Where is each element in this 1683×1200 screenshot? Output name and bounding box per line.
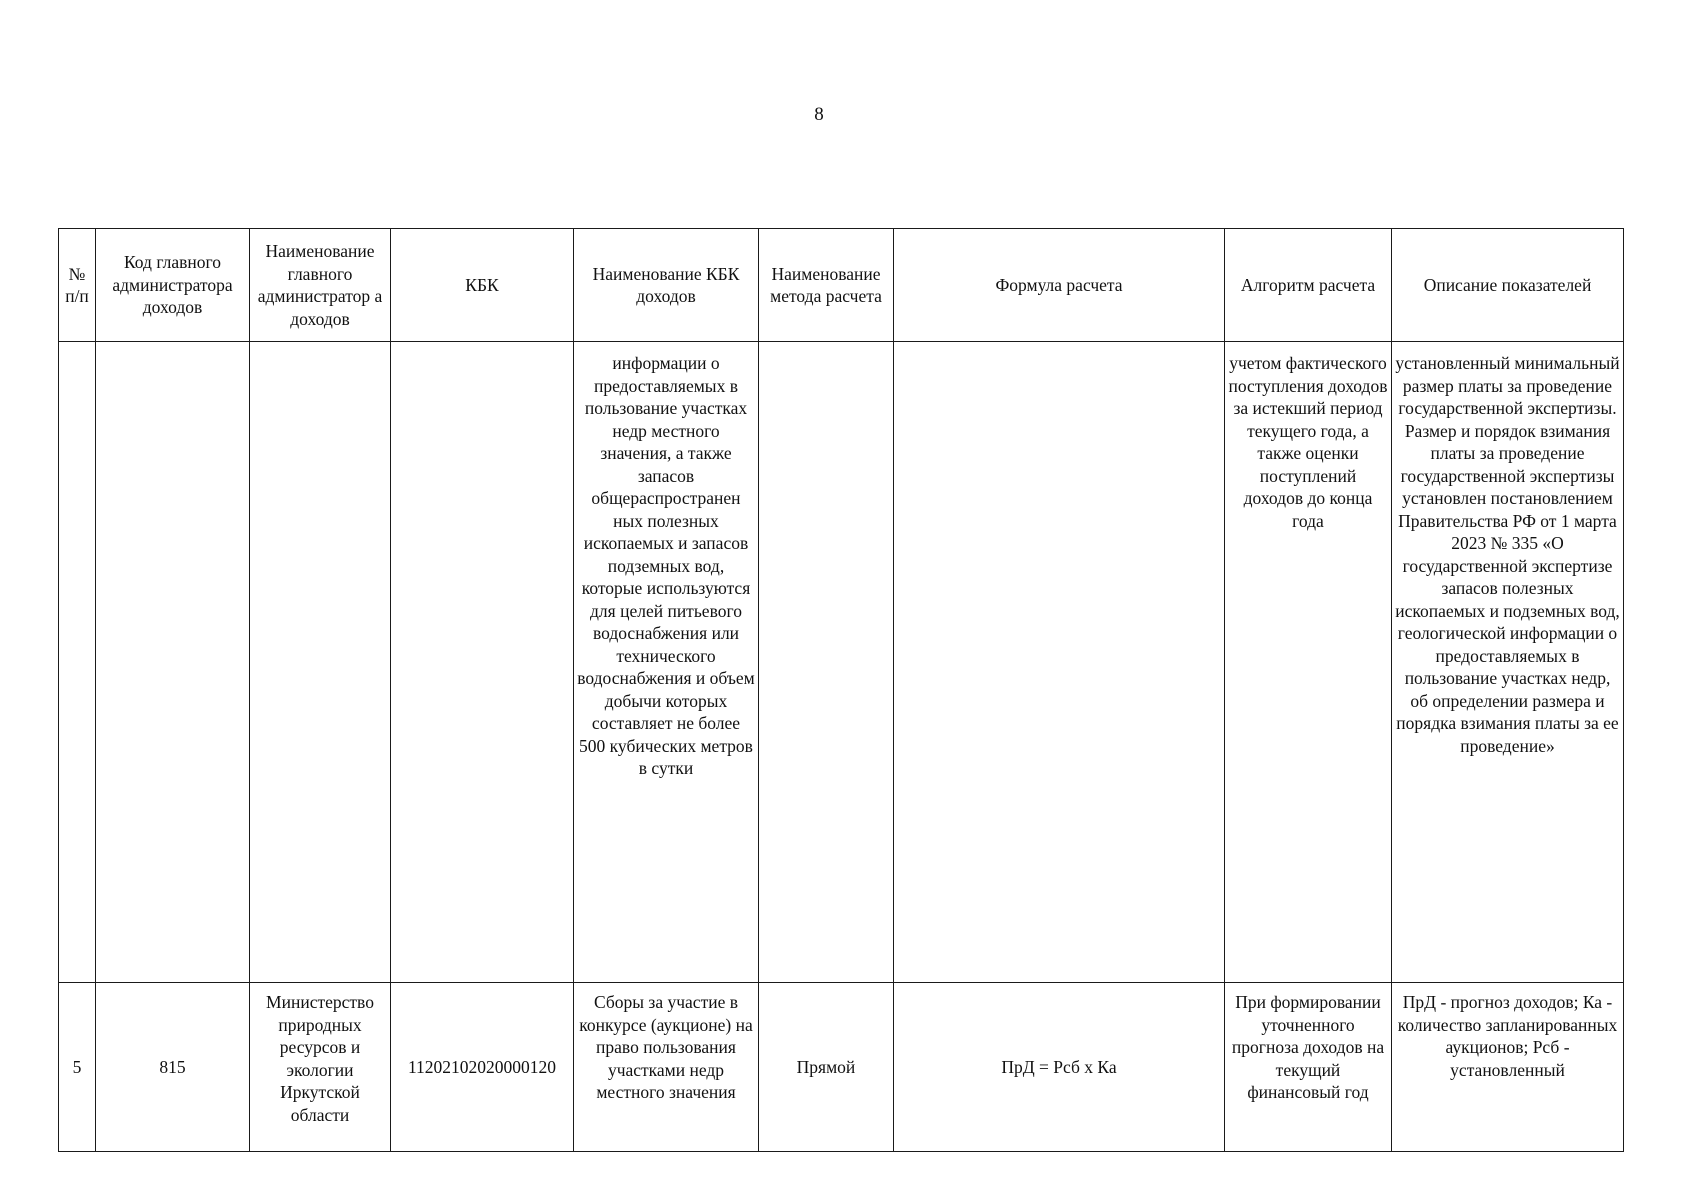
cell-algorithm: При формировании уточненного прогноза доходов на текущий финансовый год	[1225, 983, 1392, 1152]
cell-admin-code	[96, 342, 250, 983]
cell-admin-name	[250, 342, 391, 983]
cell-kbk	[391, 342, 574, 983]
header-kbk-name: Наименование КБК доходов	[574, 229, 759, 342]
header-num: № п/п	[59, 229, 96, 342]
cell-kbk-name: Сборы за участие в конкурсе (аукционе) на право пользования участками недр местного значения	[574, 983, 759, 1152]
header-kbk: КБК	[391, 229, 574, 342]
header-algorithm: Алгоритм расчета	[1225, 229, 1392, 342]
cell-kbk: 11202102020000120	[391, 983, 574, 1152]
header-admin-code: Код главного администратора доходов	[96, 229, 250, 342]
header-admin-name: Наименование главного администратор а доходов	[250, 229, 391, 342]
header-description: Описание показателей	[1392, 229, 1624, 342]
table-row	[59, 983, 1624, 1152]
revenue-forecast-table	[58, 228, 1624, 1152]
cell-description: установленный минимальный размер платы за проведение государственной экспертизы. Размер и порядок взимания платы за проведение государственной экспертизы установлен постановлением Правительства РФ от 1 марта 2023 № 335 «О государственной экспертизе запасов полезных ископаемых и подземных вод, геологической информации о предоставляемых в пользование участках недр, об определении размера и порядка взимания платы за ее проведение»	[1392, 342, 1624, 983]
cell-num: 5	[59, 983, 96, 1152]
table-header-row	[59, 229, 1624, 342]
cell-kbk-name: информации о предоставляемых в пользование участках недр местного значения, а также запасов общераспространен ных полезных ископаемых и запасов подземных вод, которые используются для целей питьевого водоснабжения или технического водоснабжения и объем добычи которых составляет не более 500 кубических метров в сутки	[574, 342, 759, 983]
table-row	[59, 342, 1624, 983]
cell-method	[759, 342, 894, 983]
header-formula: Формула расчета	[894, 229, 1225, 342]
header-method: Наименование метода расчета	[759, 229, 894, 342]
cell-admin-name: Министерство природных ресурсов и экологии Иркутской области	[250, 983, 391, 1152]
cell-formula	[894, 342, 1225, 983]
page-number: 8	[814, 104, 824, 125]
cell-method: Прямой	[759, 983, 894, 1152]
cell-description: ПрД - прогноз доходов; Ка - количество запланированных аукционов; Рсб - установленный	[1392, 983, 1624, 1152]
cell-formula: ПрД = Рсб х Ка	[894, 983, 1225, 1152]
cell-admin-code: 815	[96, 983, 250, 1152]
cell-num	[59, 342, 96, 983]
cell-algorithm: учетом фактического поступления доходов за истекший период текущего года, а также оценки поступлений доходов до конца года	[1225, 342, 1392, 983]
